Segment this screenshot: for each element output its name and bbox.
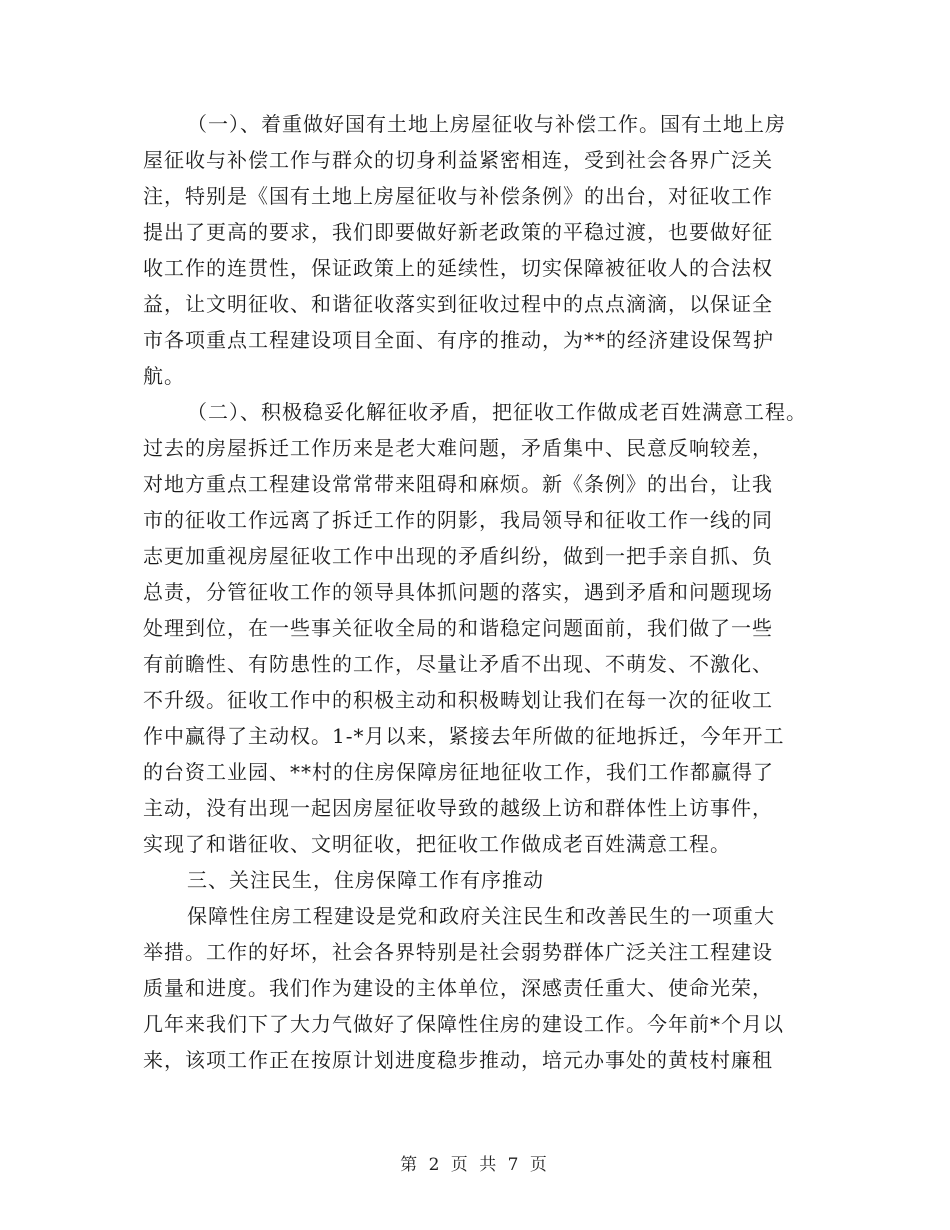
text-line: 来，该项工作正在按原计划进度稳步推动，培元办事处的黄枝村廉租 (143, 1048, 773, 1072)
text-line: 屋征收与补偿工作与群众的切身利益紧密相连，受到社会各界广泛关 (143, 148, 773, 172)
text-line: （二）、积极稳妥化解征收矛盾，把征收工作做成老百姓满意工程。 (187, 400, 807, 424)
document-body (143, 106, 811, 1078)
text-line: 提出了更高的要求，我们即要做好新老政策的平稳过渡，也要做好征 (143, 220, 773, 244)
text-line: 举措。工作的好坏，社会各界特别是社会弱势群体广泛关注工程建设 (143, 940, 773, 964)
text-line: 质量和进度。我们作为建设的主体单位，深感责任重大、使命光荣， (143, 976, 773, 1000)
text-line: 处理到位，在一些事关征收全局的和谐稳定问题面前，我们做了一些 (143, 616, 773, 640)
text-line: 保障性住房工程建设是党和政府关注民生和改善民生的一项重大 (187, 904, 775, 928)
section-heading-3 (143, 862, 811, 898)
page-number-footer: 第 2 页 共 7 页 (400, 1155, 550, 1175)
text-line: 不升级。征收工作中的积极主动和积极畴划让我们在每一次的征收工 (143, 688, 773, 712)
text-line: 几年来我们下了大力气做好了保障性住房的建设工作。今年前*个月以 (143, 1012, 784, 1036)
text-line: 有前瞻性、有防患性的工作，尽量让矛盾不出现、不萌发、不激化、 (143, 652, 773, 676)
text-line: 志更加重视房屋征收工作中出现的矛盾纠纷，做到一把手亲自抓、负 (143, 544, 773, 568)
text-line: 实现了和谐征收、文明征收，把征收工作做成老百姓满意工程。 (143, 832, 731, 856)
text-line: 主动，没有出现一起因房屋征收导致的越级上访和群体性上访事件， (143, 796, 773, 820)
text-line: 作中赢得了主动权。1-*月以来，紧接去年所做的征地拆迁，今年开工 (143, 724, 785, 748)
paragraph-section-2 (143, 394, 811, 862)
text-line: 对地方重点工程建设常常带来阻碍和麻烦。新《条例》的出台，让我 (143, 472, 773, 496)
text-line: 市的征收工作远离了拆迁工作的阴影，我局领导和征收工作一线的同 (143, 508, 773, 532)
text-line: 总责，分管征收工作的领导具体抓问题的落实，遇到矛盾和问题现场 (143, 580, 773, 604)
text-line: 的台资工业园、**村的住房保障房征地征收工作，我们工作都赢得了 (143, 760, 774, 784)
text-line: 注，特别是《国有土地上房屋征收与补偿条例》的出台，对征收工作 (143, 184, 773, 208)
text-line: 过去的房屋拆迁工作历来是老大难问题，矛盾集中、民意反响较差， (143, 436, 773, 460)
text-line: （一）、着重做好国有土地上房屋征收与补偿工作。国有土地上房 (187, 112, 786, 136)
text-line: 收工作的连贯性，保证政策上的延续性，切实保障被征收人的合法权 (143, 256, 773, 280)
text-line: 益，让文明征收、和谐征收落实到征收过程中的点点滴滴，以保证全 (143, 292, 773, 316)
paragraph-section-1 (143, 106, 811, 394)
text-line: 航。 (143, 364, 185, 388)
heading-line: 三、关注民生，住房保障工作有序推动 (187, 868, 544, 892)
paragraph-section-4 (143, 898, 811, 1078)
text-line: 市各项重点工程建设项目全面、有序的推动，为**的经济建设保驾护 (143, 328, 774, 352)
